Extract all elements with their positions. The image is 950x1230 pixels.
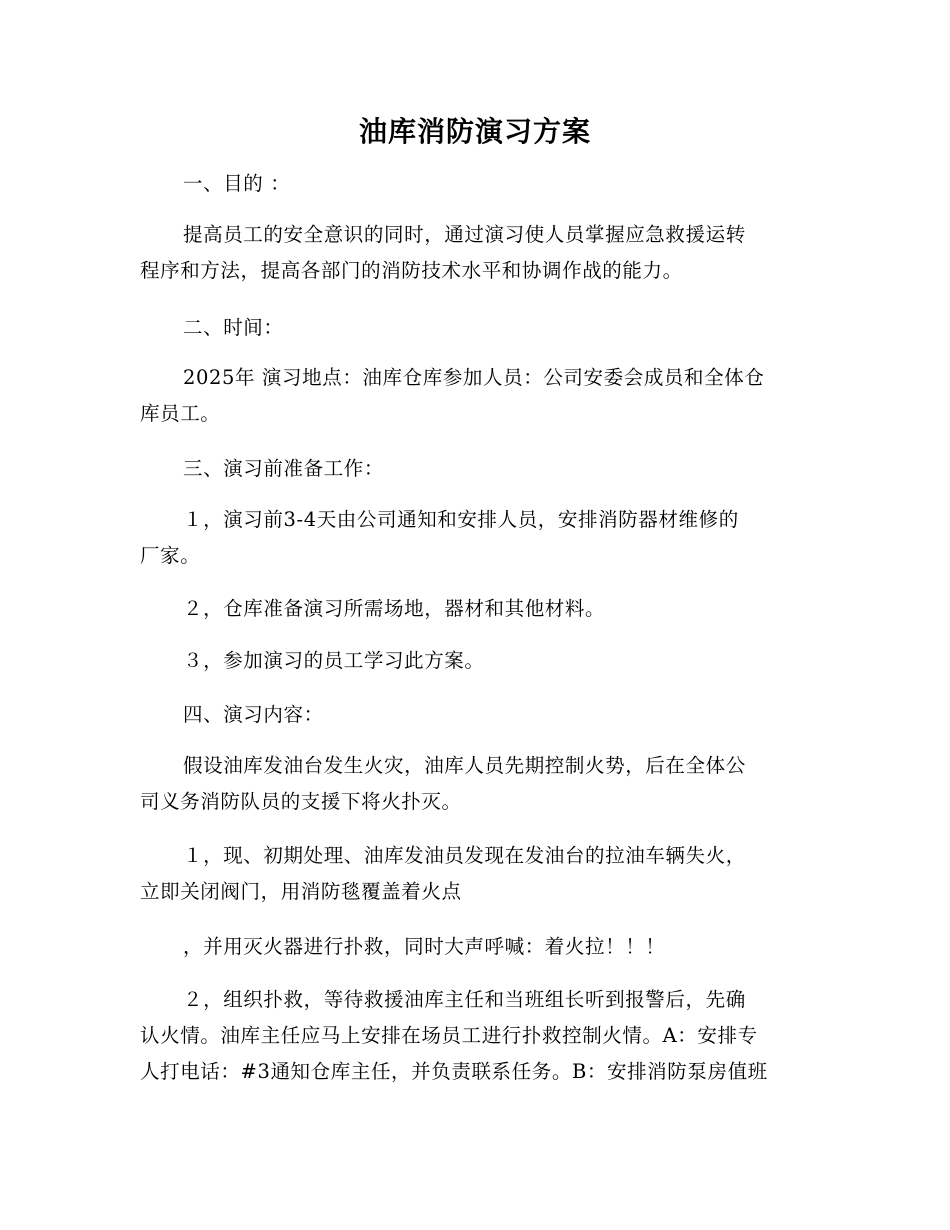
- text-line: ，并用灭火器进行扑救，同时大声呼喊：着火拉！！！: [183, 935, 666, 958]
- list-item-preparation-2: [140, 591, 810, 627]
- text-line: 提高员工的安全意识的同时，通过演习使人员掌握应急救援运转: [183, 223, 746, 246]
- list-item-content-1: [140, 838, 810, 910]
- text-line: 认火情。油库主任应马上安排在场员工进行扑救控制火情。A：安排专: [140, 1024, 758, 1047]
- document-title: 油库消防演习方案: [358, 115, 591, 148]
- list-item-preparation-1: [140, 502, 810, 574]
- text-line: 二、时间：: [183, 316, 284, 339]
- text-line: 三、演习前准备工作：: [183, 457, 385, 480]
- text-line: ２，组织扑救，等待救援油库主任和当班组长听到报警后，先确: [183, 988, 746, 1011]
- text-line: 库员工。: [140, 402, 221, 425]
- section-heading-preparation: [140, 451, 810, 487]
- paragraph-scenario: [140, 748, 810, 820]
- section-heading-content: [140, 697, 810, 733]
- text-line: ３，参加演习的员工学习此方案。: [183, 649, 485, 672]
- paragraph-time-location: [140, 360, 810, 432]
- section-heading-time: [140, 310, 810, 346]
- text-line: 立即关闭阀门，用消防毯覆盖着火点: [140, 880, 462, 903]
- list-item-preparation-3: [140, 643, 810, 679]
- text-line: 假设油库发油台发生火灾，油库人员先期控制火势，后在全体公: [183, 754, 746, 777]
- text-line: 厂家。: [140, 544, 201, 567]
- text-line: １，演习前3-4天由公司通知和安排人员，安排消防器材维修的: [183, 508, 739, 531]
- text-line: 四、演习内容：: [183, 703, 324, 726]
- text-line: 司义务消防队员的支援下将火扑灭。: [140, 790, 462, 813]
- list-item-content-2: [140, 982, 810, 1090]
- paragraph-purpose: [140, 217, 810, 289]
- text-line: １，现、初期处理、油库发油员发现在发油台的拉油车辆失火，: [183, 844, 746, 867]
- paragraph-continuation: [140, 929, 810, 965]
- text-line: 一、目的 ：: [183, 172, 291, 195]
- text-line: 人打电话：#3通知仓库主任，并负责联系任务。B：安排消防泵房值班: [140, 1060, 768, 1083]
- section-heading-purpose: [140, 166, 810, 202]
- text-line: ２，仓库准备演习所需场地，器材和其他材料。: [183, 597, 606, 620]
- text-line: 程序和方法，提高各部门的消防技术水平和协调作战的能力。: [140, 259, 683, 282]
- text-line: 2025年 演习地点：油库仓库参加人员：公司安委会成员和全体仓: [183, 366, 765, 389]
